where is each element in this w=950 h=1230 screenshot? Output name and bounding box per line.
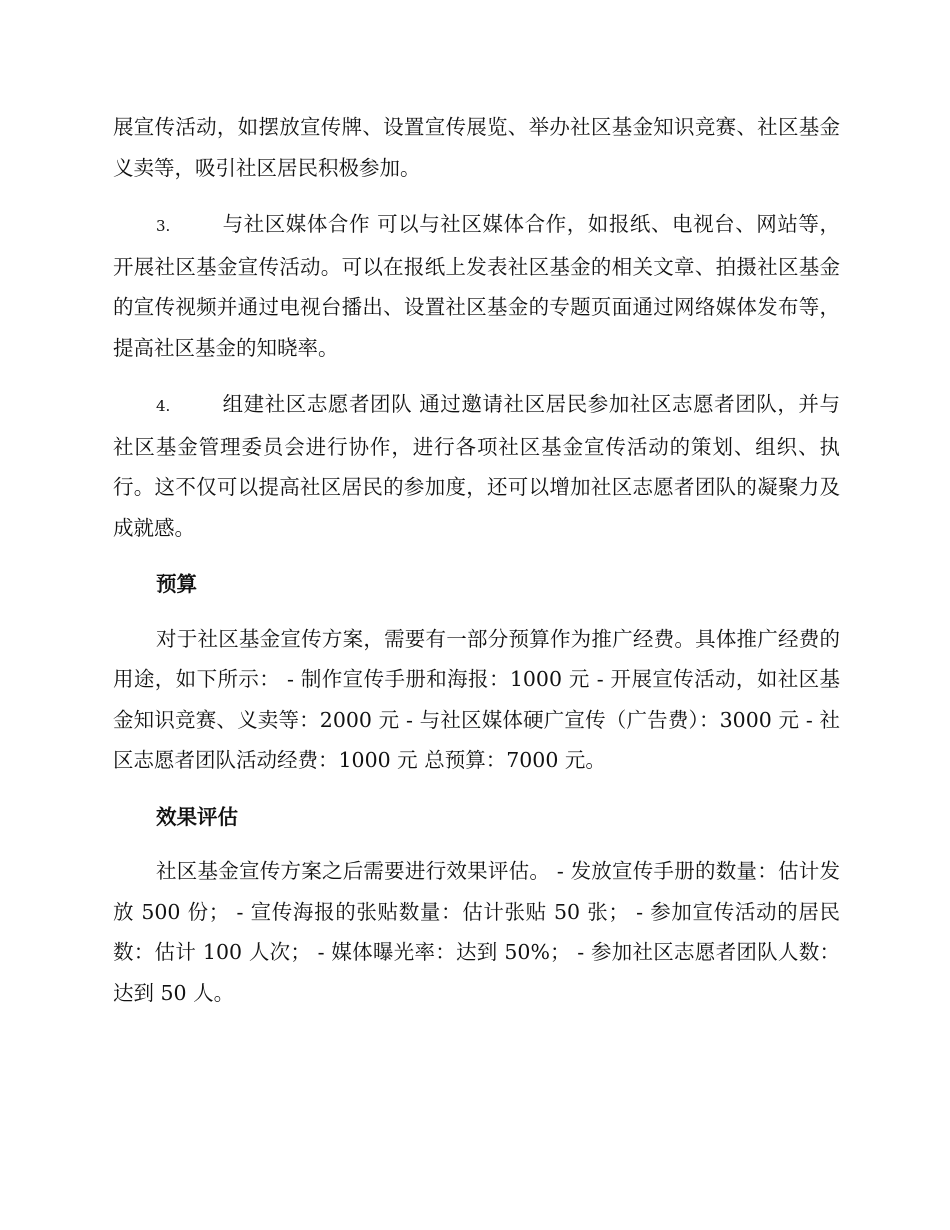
document-body xyxy=(113,107,840,1029)
list-item-text: 组建社区志愿者团队 通过邀请社区居民参加社区志愿者团队，并与社区基金管理委员会进行协作，进行各项社区基金宣传活动的策划、组织、执行。这不仅可以提高社区居民的参加度，还可以增加社区志愿者团队的凝聚力及成就感。 xyxy=(113,392,840,540)
evaluation-paragraph: 社区基金宣传方案之后需要进行效果评估。 - 发放宣传手册的数量：估计发放 500 份； - 宣传海报的张贴数量：估计张贴 50 张； - 参加宣传活动的居民数：估计 100 人次； - 媒体曝光率：达到 50%； - 参加社区志愿者团队人数：达到 50 人。 xyxy=(113,859,840,1005)
paragraph-continuation: 展宣传活动，如摆放宣传牌、设置宣传展览、举办社区基金知识竞赛、社区基金义卖等，吸引社区居民积极参加。 xyxy=(113,115,840,180)
list-number: 3. xyxy=(156,217,171,235)
list-item-text: 与社区媒体合作 可以与社区媒体合作，如报纸、电视台、网站等，开展社区基金宣传活动。可以在报纸上发表社区基金的相关文章、拍摄社区基金的宣传视频并通过电视台播出、设置社区基金的专题页面通过网络媒体发布等，提高社区基金的知晓率。 xyxy=(113,212,840,360)
section-heading-evaluation: 效果评估 xyxy=(156,804,238,829)
section-heading-budget: 预算 xyxy=(156,572,197,596)
list-item-3 xyxy=(113,204,840,368)
list-number: 4. xyxy=(156,397,171,415)
budget-paragraph: 对于社区基金宣传方案，需要有一部分预算作为推广经费。具体推广经费的用途，如下所示： - 制作宣传手册和海报：1000 元 - 开展宣传活动，如社区基金知识竞赛、义卖等：2000 元 - 与社区媒体硬广宣传（广告费）：3000 元 - 社区志愿者团队活动经费：1000 元 总预算：7000 元。 xyxy=(113,626,840,772)
list-item-4 xyxy=(113,384,840,548)
